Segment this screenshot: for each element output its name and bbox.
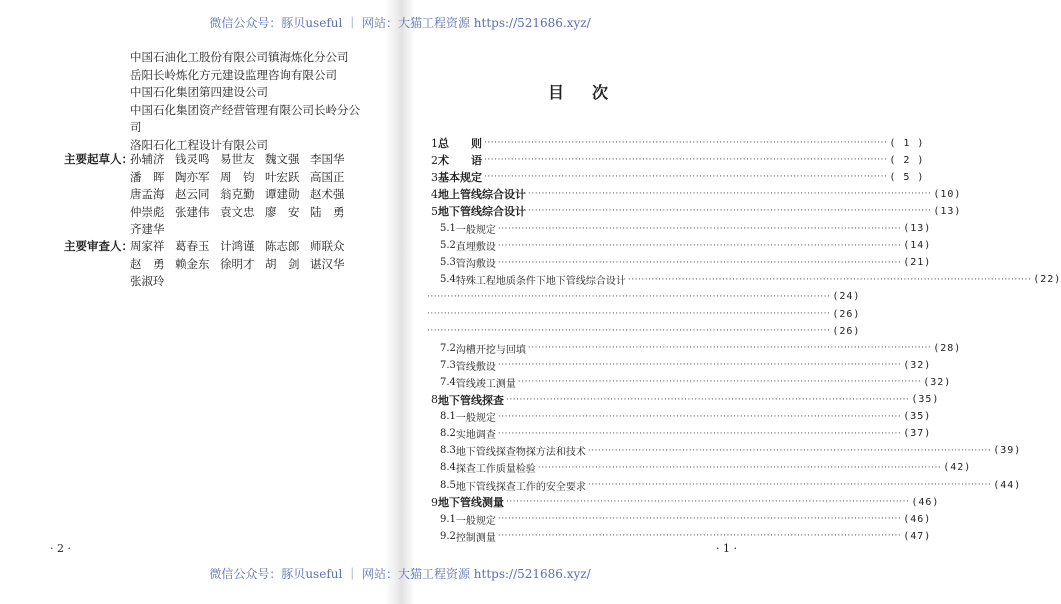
toc-entry[interactable] (425, 477, 1022, 493)
toc-number: 4 (431, 187, 438, 201)
toc-entry[interactable] (425, 443, 1022, 459)
toc-number: 1 (431, 136, 438, 150)
toc-entry[interactable] (425, 221, 932, 237)
toc-leader-dots: ························································································································ (497, 411, 902, 422)
drafter-name: 廖 安 (265, 204, 300, 219)
toc-page: (32) (903, 359, 932, 371)
toc-entry[interactable] (425, 357, 932, 373)
toc-number: 8.3 (440, 445, 456, 457)
toc-leader-dots: ························································································································ (528, 189, 932, 200)
toc-entry[interactable] (425, 135, 925, 151)
toc-text: 地下管线探查工作的安全要求 (455, 481, 586, 493)
toc-text: 探查工作质量检验 (455, 464, 536, 476)
toc-entry[interactable] (425, 323, 861, 339)
organization-line: 中国石油化工股份有限公司镇海炼化分公司 (130, 50, 349, 64)
toc-page: ( 1 ) (889, 137, 925, 149)
toc-leader-dots: ························································································································ (484, 172, 888, 183)
toc-entry[interactable] (425, 203, 962, 219)
toc-leader-dots: ························································································································ (506, 394, 910, 405)
toc-number: 8.2 (440, 428, 456, 440)
toc-page: (37) (903, 428, 932, 440)
toc-text: 总 则 (438, 137, 482, 150)
reviewer-name: 赵 勇 (130, 256, 165, 271)
toc-page: (10) (933, 188, 962, 200)
toc-text: 一般规定 (455, 515, 496, 527)
toc-entry[interactable] (425, 511, 932, 527)
toc-page: (42) (943, 462, 972, 474)
toc-leader-dots: ························································································································ (484, 138, 888, 148)
reviewer-name: 葛春玉 (175, 239, 210, 253)
reviewer-name: 胡 剑 (265, 256, 300, 271)
toc-page: (44) (993, 479, 1022, 491)
watermark-top: 微信公众号：豚贝useful ｜ 网站：大猫工程资源 https://521686.xyz/ (209, 16, 591, 30)
reviewer-name: 陈志郎 (265, 239, 300, 253)
toc-number: 5.4 (440, 274, 456, 286)
organization-line: 岳阳长岭炼化方元建设监理咨询有限公司 (130, 67, 337, 82)
toc-number: 3 (431, 170, 438, 184)
toc-page: ( 2 ) (889, 154, 925, 166)
drafter-name: 齐建华 (130, 222, 165, 236)
drafter-name: 张建伟 (175, 204, 210, 219)
toc-entry[interactable] (425, 374, 952, 390)
toc-number: 5.3 (440, 257, 456, 269)
drafter-name: 高国正 (310, 169, 345, 184)
page-number-right: · 1 · (716, 542, 737, 555)
organization-line: 中国石化集团资产经营管理有限公司长岭分公 (130, 102, 360, 117)
toc-page: (47) (903, 530, 932, 542)
drafter-name: 谭建勋 (265, 187, 300, 201)
toc-leader-dots: ························································································································ (528, 206, 932, 217)
toc-text: 特殊工程地质条件下地下管线综合设计 (455, 276, 626, 288)
toc-text: 地下管线探查物探方法和技术 (455, 447, 586, 459)
drafter-name: 陶亦军 (175, 169, 210, 184)
toc-leader-dots: ························································································································ (427, 309, 831, 319)
toc-leader-dots: ························································································································ (427, 291, 831, 302)
toc-leader-dots: ························································································································ (506, 497, 910, 508)
toc-leader-dots: ························································································································ (587, 445, 992, 456)
drafter-name: 翁克勤 (220, 187, 255, 201)
toc-entry[interactable] (425, 152, 925, 168)
reviewer-name: 计鸿谨 (220, 239, 255, 253)
toc-text: 地下管线综合设计 (438, 205, 526, 219)
watermark-bottom: 微信公众号：豚贝useful ｜ 网站：大猫工程资源 https://521686.xyz/ (209, 567, 591, 581)
toc-entry[interactable] (425, 460, 972, 476)
toc-leader-dots: ························································································································ (497, 240, 902, 251)
toc-entry[interactable] (425, 494, 940, 510)
toc-page: (13) (933, 205, 962, 217)
toc-number: 8.5 (440, 479, 456, 491)
page-fold (385, 0, 415, 604)
toc-page: (32) (923, 376, 952, 388)
organization-line: 中国石化集团第四建设公司 (130, 85, 268, 99)
toc-entry[interactable] (425, 289, 861, 305)
toc-leader-dots: ························································································································ (587, 480, 992, 490)
toc-number: 8 (431, 393, 438, 406)
toc-page: (46) (911, 496, 940, 508)
toc-text: 控制测量 (455, 532, 496, 544)
toc-text: 地下管线探查 (438, 393, 504, 407)
toc-text: 一般规定 (455, 225, 496, 236)
reviewers-label: 主要审查人： (64, 239, 133, 253)
toc-text: 实地调查 (455, 430, 496, 442)
toc-page: (46) (903, 513, 932, 525)
toc-number: 8.4 (440, 462, 456, 474)
toc-entry[interactable] (425, 340, 962, 356)
drafter-name: 赵术强 (310, 187, 345, 201)
toc-number: 7.4 (440, 376, 456, 388)
toc-number: 5.1 (440, 223, 456, 234)
organization-line: 洛阳石化工程设计有限公司 (130, 137, 268, 152)
drafter-name: 仲崇彪 (130, 204, 165, 219)
toc-page: (13) (903, 223, 932, 234)
toc-leader-dots: ························································································································ (497, 514, 902, 525)
toc-leader-dots: ························································································································ (627, 274, 1032, 285)
drafter-name: 钱灵鸣 (175, 152, 210, 166)
toc-number: 7.2 (440, 342, 456, 354)
drafter-name: 袁文忠 (220, 204, 255, 219)
toc-number: 7.3 (440, 359, 456, 371)
toc-text: 直埋敷设 (455, 242, 496, 254)
toc-number: 9.1 (440, 513, 456, 525)
toc-page: (35) (911, 394, 940, 405)
toc-page: (14) (903, 240, 932, 252)
toc-entry[interactable] (425, 528, 932, 544)
toc-entry[interactable] (425, 238, 932, 254)
drafter-name: 周 钧 (220, 169, 255, 184)
toc-leader-dots: ························································································································ (484, 155, 888, 166)
toc-leader-dots: ························································································································ (517, 377, 922, 388)
toc-number: 9.2 (440, 530, 456, 542)
toc-title: 目次 (548, 83, 637, 102)
toc-number: 8.1 (440, 411, 456, 423)
toc-text: 地下管线测量 (438, 496, 504, 510)
toc-page: ( 5 ) (889, 171, 925, 183)
toc-text: 沟槽开挖与回填 (455, 344, 526, 356)
toc-leader-dots: ························································································································ (537, 462, 942, 473)
toc-text: 地上管线综合设计 (438, 188, 526, 202)
toc-text: 管沟敷设 (455, 259, 496, 271)
drafter-name: 潘 晖 (130, 169, 165, 184)
toc-leader-dots: ························································································································ (497, 428, 902, 439)
toc-page: (21) (903, 257, 932, 269)
toc-page: (22) (1033, 274, 1061, 286)
organization-line: 司 (130, 120, 142, 134)
drafter-name: 孙辅济 (130, 152, 165, 166)
drafter-name: 魏文强 (265, 152, 300, 166)
reviewer-name: 周家祥 (130, 239, 165, 253)
toc-page: (24) (832, 291, 861, 303)
toc-leader-dots: ························································································································ (497, 531, 902, 542)
toc-text: 管线竣工测量 (455, 378, 516, 390)
drafter-name: 易世友 (220, 152, 255, 166)
reviewer-name: 赖金东 (175, 256, 210, 271)
toc-text: 基本规定 (438, 171, 482, 185)
toc-number: 2 (431, 153, 438, 167)
toc-page: (28) (933, 342, 962, 354)
drafter-name: 陆 勇 (310, 204, 345, 219)
reviewer-name: 张淑玲 (130, 274, 165, 288)
toc-leader-dots: ························································································································ (497, 360, 902, 371)
toc-page: (26) (832, 325, 861, 337)
toc-leader-dots: ························································································································ (527, 343, 932, 354)
toc-text: 术 语 (438, 154, 482, 168)
toc-entry[interactable] (425, 409, 932, 425)
reviewer-name: 徐明才 (220, 256, 255, 271)
toc-entry[interactable] (425, 255, 932, 271)
drafter-name: 赵云同 (175, 187, 210, 201)
toc-entry[interactable] (425, 426, 932, 442)
toc-entry[interactable] (425, 272, 1061, 288)
drafter-name: 叶宏跃 (265, 169, 300, 184)
toc-entry[interactable] (425, 169, 925, 185)
toc-entry[interactable] (425, 306, 861, 322)
toc-text: 管线敷设 (455, 361, 496, 373)
toc-leader-dots: ························································································································ (497, 257, 902, 268)
page-number-left: · 2 · (50, 542, 71, 555)
reviewer-name: 谌汉华 (310, 256, 345, 271)
toc-entry[interactable] (425, 392, 940, 408)
reviewer-name: 师联众 (310, 239, 345, 253)
drafter-name: 唐孟海 (130, 187, 165, 201)
toc-number: 5 (431, 204, 438, 218)
drafters-label: 主要起草人： (64, 152, 133, 166)
toc-entry[interactable] (425, 186, 962, 202)
toc-page: (35) (903, 411, 932, 423)
toc-page: (26) (832, 308, 861, 320)
toc-leader-dots: ························································································································ (497, 223, 902, 234)
toc-number: 5.2 (440, 240, 456, 252)
toc-number: 9 (431, 495, 438, 509)
toc-text: 一般规定 (455, 413, 496, 425)
drafter-name: 李国华 (310, 152, 345, 166)
toc-page: (39) (993, 445, 1022, 457)
toc-leader-dots: ························································································································ (427, 326, 831, 337)
